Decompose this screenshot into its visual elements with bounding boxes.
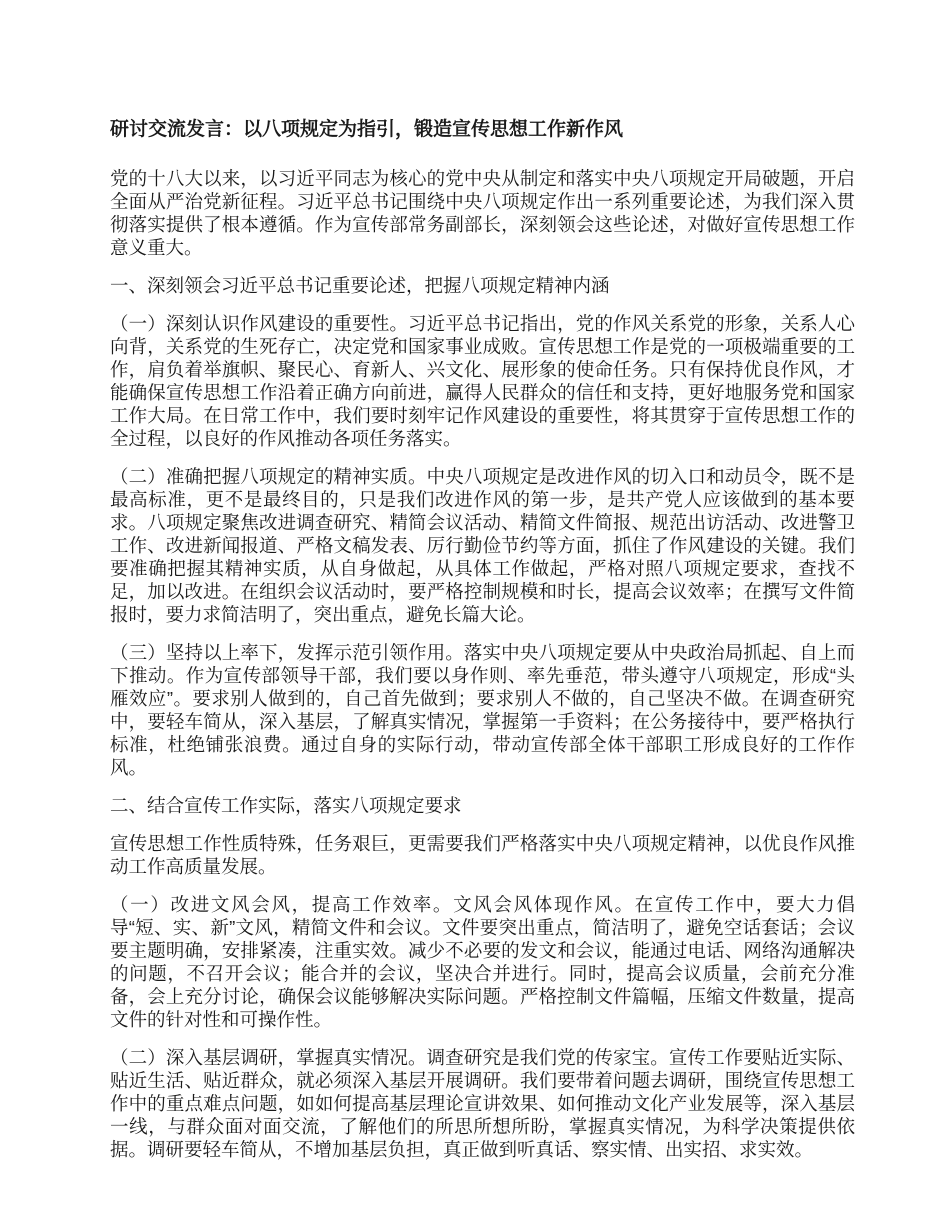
paragraph-1-1: （一）深刻认识作风建设的重要性。习近平总书记指出，党的作风关系党的形象，关系人心向背，关系党的生死存亡，决定党和国家事业成败。宣传思想工作是党的一项极端重要的工作，肩负着举旗帜、聚民心、育新人、兴文化、展形象的使命任务。只有保持优良作风，才能确保宣传思想工作沿着正确方向前进，赢得人民群众的信任和支持，更好地服务党和国家工作大局。在日常工作中，我们要时刻牢记作风建设的重要性，将其贯穿于宣传思想工作的全过程，以良好的作风推动各项任务落实。	[110, 312, 855, 449]
paragraph-2-intro: 宣传思想工作性质特殊，任务艰巨，更需要我们严格落实中央八项规定精神，以优良作风推动工作高质量发展。	[110, 832, 855, 877]
paragraph-2-1: （一）改进文风会风，提高工作效率。文风会风体现作风。在宣传工作中，要大力倡导“短、实、新”文风，精简文件和会议。文件要突出重点，简洁明了，避免空话套话；会议要主题明确，安排紧凑，注重实效。减少不必要的发文和会议，能通过电话、网络沟通解决的问题，不召开会议；能合并的会议，坚决合并进行。同时，提高会议质量，会前充分准备，会上充分讨论，确保会议能够解决实际问题。严格控制文件篇幅，压缩文件数量，提高文件的针对性和可操作性。	[110, 893, 855, 1030]
paragraph-intro: 党的十八大以来，以习近平同志为核心的党中央从制定和落实中央八项规定开局破题，开启全面从严治党新征程。习近平总书记围绕中央八项规定作出一系列重要论述，为我们深入贯彻落实提供了根本遵循。作为宣传部常务副部长，深刻领会这些论述，对做好宣传思想工作意义重大。	[110, 167, 855, 258]
paragraph-2-2: （二）深入基层调研，掌握真实情况。调查研究是我们党的传家宝。宣传工作要贴近实际、贴近生活、贴近群众，就必须深入基层开展调研。我们要带着问题去调研，围绕宣传思想工作中的重点难点问题，如如何提高基层理论宣讲效果、如何推动文化产业发展等，深入基层一线，与群众面对面交流，了解他们的所思所想所盼，掌握真实情况，为科学决策提供依据。调研要轻车简从，不增加基层负担，真正做到听真话、察实情、出实招、求实效。	[110, 1046, 855, 1160]
document-title: 研讨交流发言：以八项规定为指引，锻造宣传思想工作新作风	[110, 119, 624, 140]
paragraph-1-2: （二）准确把握八项规定的精神实质。中央八项规定是改进作风的切入口和动员令，既不是最高标准，更不是最终目的，只是我们改进作风的第一步，是共产党人应该做到的基本要求。八项规定聚焦改进调查研究、精简会议活动、精简文件简报、规范出访活动、改进警卫工作、改进新闻报道、严格文稿发表、厉行勤俭节约等方面，抓住了作风建设的关键。我们要准确把握其精神实质，从自身做起，从具体工作做起，严格对照八项规定要求，查找不足，加以改进。在组织会议活动时，要严格控制规模和时长，提高会议效率；在撰写文件简报时，要力求简洁明了，突出重点，避免长篇大论。	[110, 465, 855, 625]
section-heading-1: 一、深刻领会习近平总书记重要论述，把握八项规定精神内涵	[110, 274, 610, 296]
paragraph-1-3: （三）坚持以上率下，发挥示范引领作用。落实中央八项规定要从中央政治局抓起、自上而下推动。作为宣传部领导干部，我们要以身作则、率先垂范，带头遵守八项规定，形成“头雁效应”。要求别人做到的，自己首先做到；要求别人不做的，自己坚决不做。在调查研究中，要轻车简从，深入基层，了解真实情况，掌握第一手资料；在公务接待中，要严格执行标准，杜绝铺张浪费。通过自身的实际行动，带动宣传部全体干部职工形成良好的工作作风。	[110, 641, 855, 778]
section-heading-2: 二、结合宣传工作实际，落实八项规定要求	[110, 794, 462, 816]
